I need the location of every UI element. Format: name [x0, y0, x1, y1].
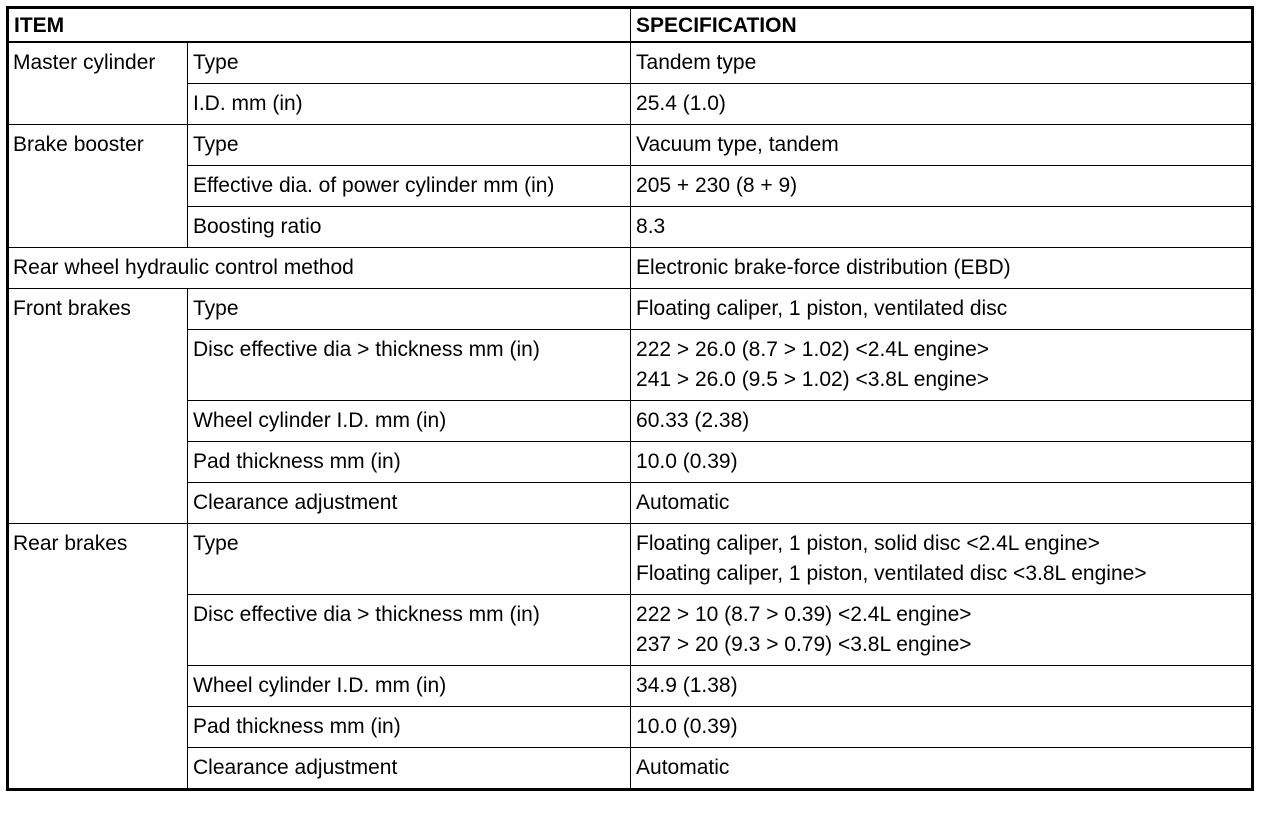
front-brakes-pad-value: 10.0 (0.39) [631, 442, 1253, 483]
master-cylinder-label: Master cylinder [8, 42, 188, 125]
brake-booster-ratio-value: 8.3 [631, 207, 1253, 248]
table-row [8, 330, 1253, 401]
front-brakes-disc-label: Disc effective dia > thickness mm (in) [188, 330, 631, 401]
brake-booster-dia-label: Effective dia. of power cylinder mm (in) [188, 166, 631, 207]
front-brakes-label: Front brakes [8, 289, 188, 524]
rear-brakes-clearance-value: Automatic [631, 748, 1253, 790]
front-brakes-type-value: Floating caliper, 1 piston, ventilated disc [631, 289, 1253, 330]
rear-hydraulic-value: Electronic brake-force distribution (EBD) [631, 248, 1253, 289]
brake-booster-label: Brake booster [8, 125, 188, 248]
rear-brakes-clearance-label: Clearance adjustment [188, 748, 631, 790]
table-row [8, 707, 1253, 748]
master-cylinder-type-label: Type [188, 42, 631, 84]
front-brakes-disc-value [631, 330, 1253, 401]
brake-booster-type-value: Vacuum type, tandem [631, 125, 1253, 166]
front-brakes-pad-label: Pad thickness mm (in) [188, 442, 631, 483]
table-row [8, 42, 1253, 84]
master-cylinder-type-value: Tandem type [631, 42, 1253, 84]
header-specification: SPECIFICATION [631, 8, 1253, 43]
rear-brakes-wheel-cylinder-label: Wheel cylinder I.D. mm (in) [188, 666, 631, 707]
table-row [8, 84, 1253, 125]
brake-booster-dia-value: 205 + 230 (8 + 9) [631, 166, 1253, 207]
table-row [8, 524, 1253, 595]
front-brakes-wheel-cylinder-value: 60.33 (2.38) [631, 401, 1253, 442]
table-row [8, 748, 1253, 790]
rear-brakes-pad-value: 10.0 (0.39) [631, 707, 1253, 748]
master-cylinder-id-label: I.D. mm (in) [188, 84, 631, 125]
front-brakes-disc-value-line-1: 222 > 26.0 (8.7 > 1.02) <2.4L engine> [636, 338, 990, 361]
table-row [8, 595, 1253, 666]
rear-brakes-type-value-line-1: Floating caliper, 1 piston, solid disc <2.4L engine> [636, 532, 1100, 555]
rear-brakes-disc-label: Disc effective dia > thickness mm (in) [188, 595, 631, 666]
brake-booster-type-label: Type [188, 125, 631, 166]
rear-brakes-type-label: Type [188, 524, 631, 595]
table-row [8, 666, 1253, 707]
front-brakes-clearance-value: Automatic [631, 483, 1253, 524]
front-brakes-wheel-cylinder-label: Wheel cylinder I.D. mm (in) [188, 401, 631, 442]
table-row [8, 401, 1253, 442]
table-row [8, 442, 1253, 483]
table-row [8, 483, 1253, 524]
table-row [8, 248, 1253, 289]
rear-brakes-type-value-line-2: Floating caliper, 1 piston, ventilated disc <3.8L engine> [636, 562, 1147, 585]
brake-booster-ratio-label: Boosting ratio [188, 207, 631, 248]
table-row [8, 166, 1253, 207]
rear-brakes-wheel-cylinder-value: 34.9 (1.38) [631, 666, 1253, 707]
front-brakes-clearance-label: Clearance adjustment [188, 483, 631, 524]
front-brakes-disc-value-line-2: 241 > 26.0 (9.5 > 1.02) <3.8L engine> [636, 368, 990, 391]
rear-brakes-label: Rear brakes [8, 524, 188, 790]
master-cylinder-id-value: 25.4 (1.0) [631, 84, 1253, 125]
header-row [8, 8, 1253, 43]
rear-brakes-disc-value [631, 595, 1253, 666]
rear-brakes-disc-value-line-2: 237 > 20 (9.3 > 0.79) <3.8L engine> [636, 633, 972, 656]
rear-brakes-disc-value-line-1: 222 > 10 (8.7 > 0.39) <2.4L engine> [636, 603, 972, 626]
specification-table [6, 6, 1254, 791]
rear-brakes-pad-label: Pad thickness mm (in) [188, 707, 631, 748]
rear-brakes-type-value [631, 524, 1253, 595]
table-row [8, 207, 1253, 248]
front-brakes-type-label: Type [188, 289, 631, 330]
header-item: ITEM [8, 8, 631, 43]
table-row [8, 289, 1253, 330]
rear-hydraulic-label: Rear wheel hydraulic control method [8, 248, 631, 289]
table-row [8, 125, 1253, 166]
